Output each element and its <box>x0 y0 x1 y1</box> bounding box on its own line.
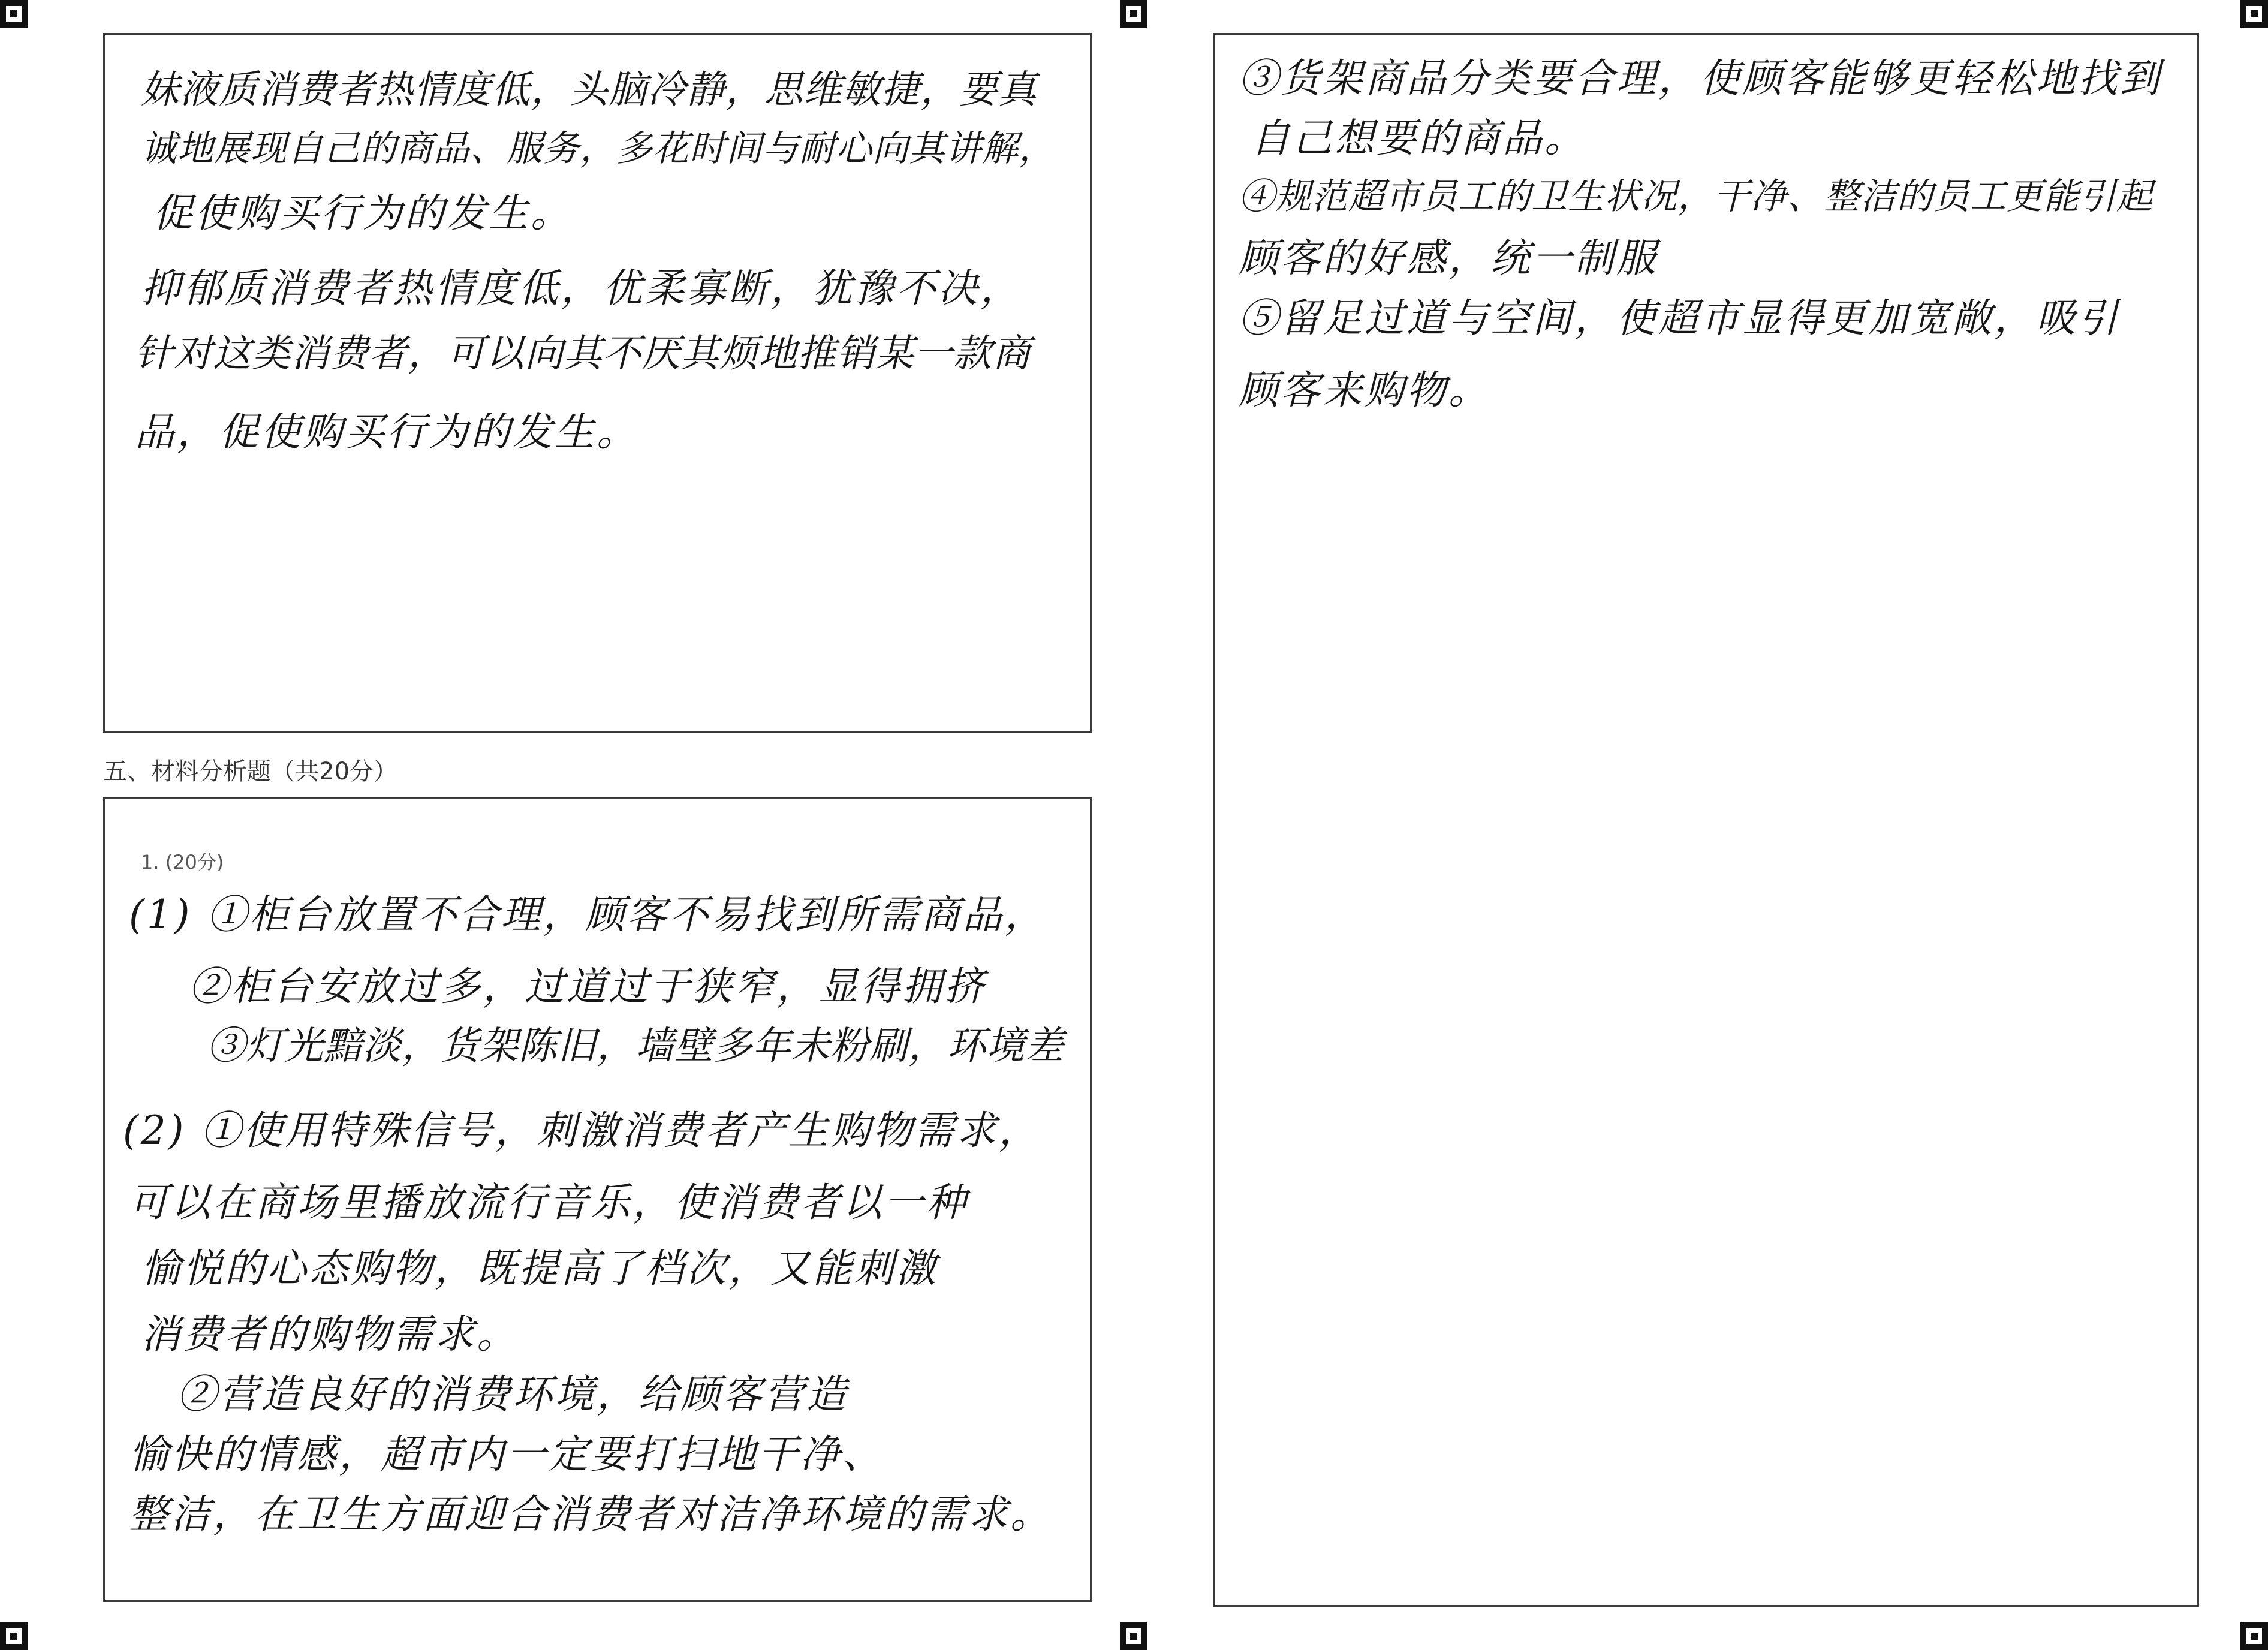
answer-line: 促使购买行为的发生。 <box>153 190 573 236</box>
answer-line: 顾客来购物。 <box>1239 367 1490 413</box>
answer-line: 愉快的情感，超市内一定要打扫地干净、 <box>129 1431 884 1477</box>
answer-line: 针对这类消费者，可以向其不厌其烦地推销某一款商 <box>135 332 1031 376</box>
answer-line: ④规范超市员工的卫生状况，干净、整洁的员工更能引起 <box>1239 176 2153 218</box>
answer-line: 整洁，在卫生方面迎合消费者对洁净环境的需求。 <box>129 1491 1052 1537</box>
answer-line: ③灯光黯淡，货架陈旧，墙壁多年未粉刷，环境差 <box>207 1024 1064 1068</box>
answer-line: 愉悦的心态购物，既提高了档次，又能刺激 <box>141 1245 938 1291</box>
answer-line: 诚地展现自己的商品、服务，多花时间与耐心向其讲解， <box>141 128 1055 170</box>
answer-line: (2) ①使用特殊信号，刺激消费者产生购物需求， <box>123 1107 1041 1154</box>
answer-line: 消费者的购物需求。 <box>141 1311 519 1357</box>
answer-line: 可以在商场里播放流行音乐，使消费者以一种 <box>129 1179 968 1226</box>
alignment-marker-bottom-left <box>0 1622 28 1650</box>
alignment-marker-top-right <box>2240 0 2268 28</box>
question-label: 1. (20分) <box>141 851 224 874</box>
answer-line: ③货架商品分类要合理，使顾客能够更轻松地找到 <box>1239 55 2162 101</box>
alignment-marker-bottom-right <box>2240 1622 2268 1650</box>
section-title: 五、材料分析题（共20分） <box>103 758 397 785</box>
answer-box-continuation <box>1213 33 2199 1607</box>
alignment-marker-bottom-center <box>1120 1622 1147 1650</box>
alignment-marker-top-center <box>1120 0 1147 28</box>
answer-line: 妹液质消费者热情度低，头脑冷静，思维敏捷，要真 <box>141 68 1037 112</box>
answer-line: (1) ①柜台放置不合理，顾客不易找到所需商品， <box>129 892 1047 938</box>
answer-line: 抑郁质消费者热情度低，优柔寡断，犹豫不决， <box>141 265 1022 311</box>
answer-box-question-1 <box>103 797 1092 1602</box>
answer-box-previous-question <box>103 33 1092 733</box>
answer-line: ②营造良好的消费环境，给顾客营造 <box>177 1371 848 1417</box>
alignment-marker-top-left <box>0 0 28 28</box>
answer-line: 品，促使购买行为的发生。 <box>135 409 638 455</box>
answer-line: ⑤留足过道与空间，使超市显得更加宽敞，吸引 <box>1239 295 2120 341</box>
answer-line: 自己想要的商品。 <box>1251 115 1586 161</box>
answer-line: 顾客的好感，统一制服 <box>1239 235 1658 281</box>
answer-line: ②柜台安放过多，过道过于狭窄，显得拥挤 <box>189 963 986 1010</box>
